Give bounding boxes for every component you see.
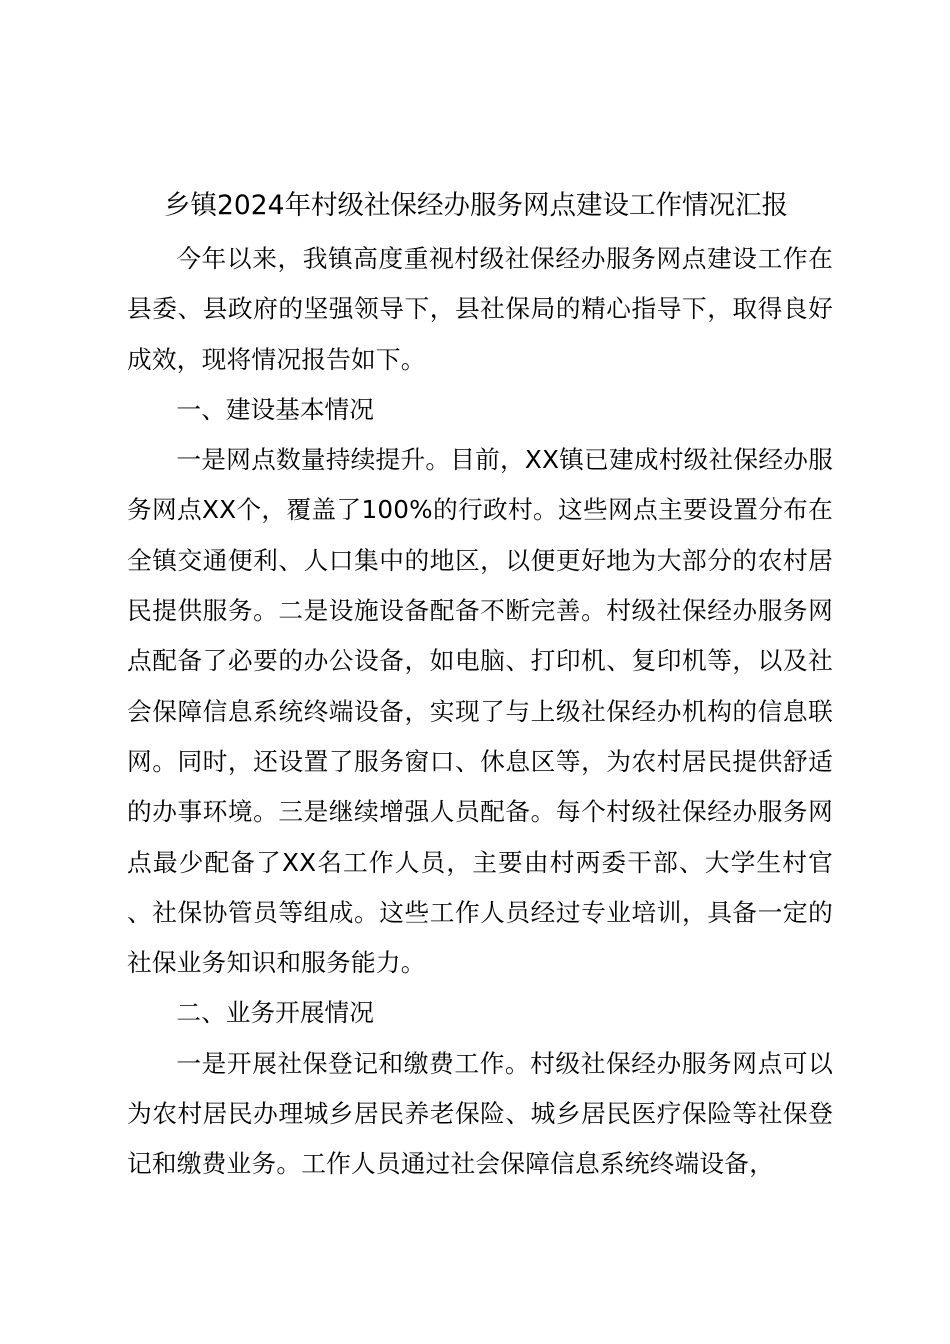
- section-heading-1: 一、建设基本情况: [176, 394, 374, 424]
- document-body: [127, 234, 833, 1190]
- section-1-paragraph: 一是网点数量持续提升。目前，XX镇已建成村级社保经办服务网点XX个，覆盖了100%的行政村。这些网点主要设置分布在全镇交通便利、人口集中的地区，以便更好地为大部分的农村居民提供服务。二是设施设备配备不断完善。村级社保经办服务网点配备了必要的办公设备，如电脑、打印机、复印机等，以及社会保障信息系统终端设备，实现了与上级社保经办机构的信息联网。同时，还设置了服务窗口、休息区等，为农村居民提供舒适的办事环境。三是继续增强人员配备。每个村级社保经办服务网点最少配备了XX名工作人员，主要由村两委干部、大学生村官、社保协管员等组成。这些工作人员经过专业培训，具备一定的社保业务知识和服务能力。: [127, 445, 833, 978]
- document-title: 乡镇2024年村级社保经办服务网点建设工作情况汇报: [164, 190, 788, 221]
- section-heading-2: 二、业务开展情况: [176, 998, 374, 1028]
- intro-paragraph: 今年以来，我镇高度重视村级社保经办服务网点建设工作在县委、县政府的坚强领导下，县社保局的精心指导下，取得良好成效，现将情况报告如下。: [127, 244, 833, 374]
- section-2-paragraph: 一是开展社保登记和缴费工作。村级社保经办服务网点可以为农村居民办理城乡居民养老保险、城乡居民医疗保险等社保登记和缴费业务。工作人员通过社会保障信息系统终端设备，: [127, 1048, 833, 1179]
